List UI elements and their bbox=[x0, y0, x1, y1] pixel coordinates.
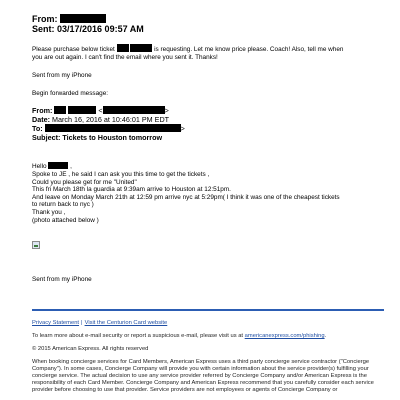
body-line-4: And leave on Monday March 21th at 12:59 pm arrive nyc at 5:29pm( I think it was one of the cheapest tickets bbox=[32, 193, 340, 201]
body-line-3: This fri March 18th la guardia at 9:39am arrive to Houston at 12:51pm. bbox=[32, 186, 231, 194]
signature-2: Sent from my iPhone bbox=[32, 276, 92, 284]
hello-line: Hello , bbox=[32, 163, 72, 171]
sent-label: Sent: bbox=[32, 24, 55, 34]
begin-forwarded: Begin forwarded message: bbox=[32, 90, 109, 97]
redacted-fwd-first bbox=[54, 106, 66, 114]
centurion-card-link[interactable]: Visit the Centurion Card website bbox=[84, 320, 168, 326]
footer bbox=[32, 320, 386, 394]
copyright: © 2015 American Express. All rights reserved bbox=[32, 346, 149, 352]
sent-value: 03/17/2016 09:57 AM bbox=[57, 24, 144, 34]
fwd-to-line: To: > bbox=[32, 124, 185, 134]
link-separator: | bbox=[81, 320, 83, 326]
redacted-fwd-last bbox=[68, 106, 96, 114]
footer-divider bbox=[32, 309, 384, 311]
signature-1: Sent from my iPhone bbox=[32, 72, 92, 79]
report-line: To learn more about e-mail security or report a suspicious e-mail, please visit us at americanexpress.com/phishing. bbox=[32, 333, 327, 339]
body-line-1: Spoke to JE , he said I can ask you this time to get the tickets , bbox=[32, 170, 210, 178]
sent-line bbox=[32, 24, 384, 34]
message-line-2: you are out again. I can't find the email where you sent it. Thanks! bbox=[32, 54, 218, 61]
body-line-2: Could you please get for me "United" bbox=[32, 178, 137, 186]
forwarded-body bbox=[32, 162, 384, 224]
redacted-name-2 bbox=[130, 44, 152, 52]
redacted-name-1 bbox=[117, 44, 129, 52]
message-line-1: Please purchase below ticket is requesting. Let me know price please. Coach! Also, tell me when bbox=[32, 46, 344, 53]
redacted-hello-name bbox=[48, 162, 68, 169]
redacted-fwd-to bbox=[45, 124, 181, 132]
phishing-link[interactable]: americanexpress.com/phishing bbox=[244, 333, 325, 339]
body-line-7: (photo attached below ) bbox=[32, 216, 99, 224]
body-line-5: to return back to nyc ) bbox=[32, 201, 94, 209]
redacted-sender bbox=[60, 14, 106, 23]
footer-links bbox=[32, 320, 386, 327]
message-body bbox=[32, 44, 384, 62]
redacted-fwd-email bbox=[103, 106, 165, 114]
body-line-6: Thank you , bbox=[32, 208, 66, 216]
fwd-date-line: Date: March 16, 2016 at 10:46:01 PM EDT bbox=[32, 114, 170, 124]
from-line bbox=[32, 14, 384, 24]
broken-image-icon[interactable] bbox=[32, 241, 40, 249]
privacy-statement-link[interactable]: Privacy Statement bbox=[32, 320, 80, 326]
disclaimer: When booking concierge services for Card Members, American Express uses a third party concierge service contractor ("Concierge Company"). In some cases, Concierge Company will provide you with certain information about the service provider(s) fulfilling your concierge service. The actual decision to use any service provider referred by Concierge Company and/or American Express is the responsibility of each Card Member. Concierge Company and American Express recommend that you carefully consider each service provider before choosing to use that provider. Service providers are not employees or agents of Concierge Company or bbox=[32, 359, 374, 393]
fwd-subject-line: Subject: Tickets to Houston tomorrow bbox=[32, 132, 163, 142]
forwarded-header bbox=[32, 106, 384, 142]
fwd-from-line: From: < > bbox=[32, 106, 169, 115]
from-label: From: bbox=[32, 14, 58, 24]
